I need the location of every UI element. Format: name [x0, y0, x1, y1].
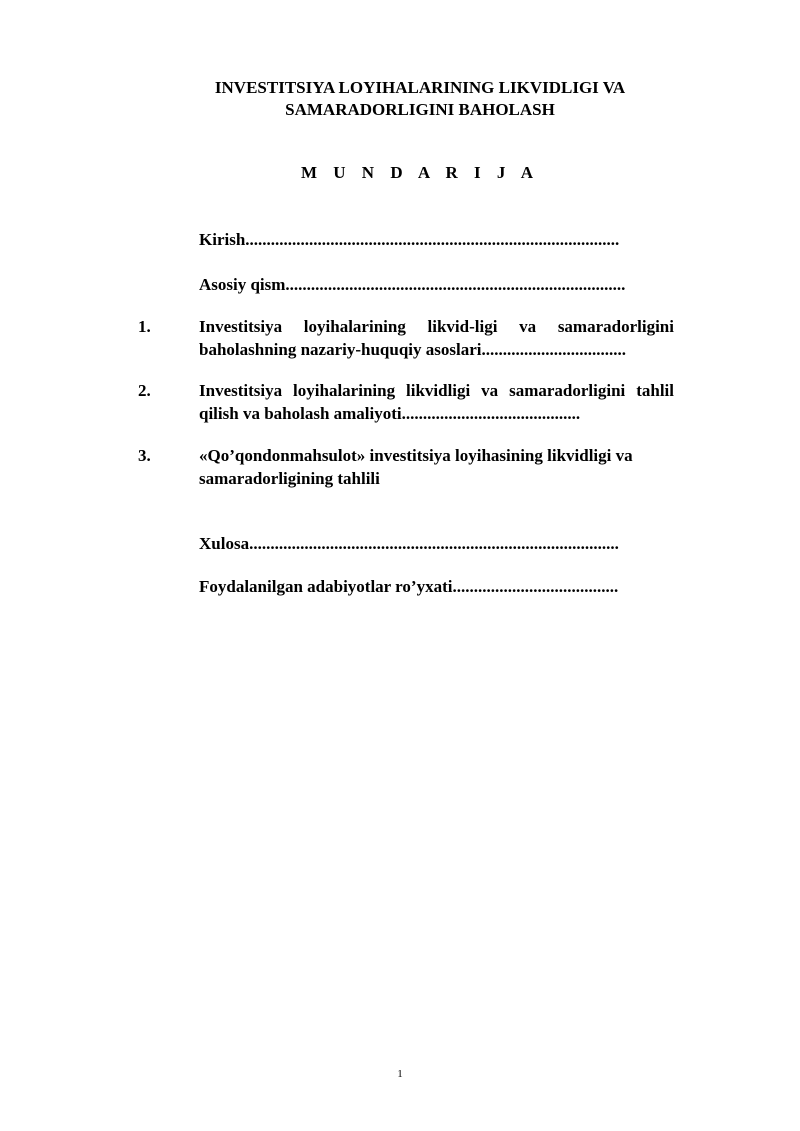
page-number: 1: [397, 1068, 403, 1080]
toc-entry-2-number: 2.: [138, 381, 151, 400]
toc-entry-asosiy-qism: Asosiy qism................................................................................: [199, 275, 626, 294]
toc-entry-1-number: 1.: [138, 317, 151, 336]
document-title-line-2: SAMARADORLIGINI BAHOLASH: [285, 100, 555, 119]
toc-heading: M U N D A R I J A: [300, 163, 539, 182]
document-title-line-1: INVESTITSIYA LOYIHALARINING LIKVIDLIGI VA: [214, 78, 626, 97]
toc-entry-adabiyotlar: Foydalanilgan adabiyotlar ro’yxati.......................................: [199, 577, 619, 596]
toc-entry-kirish: Kirish........................................................................................: [199, 230, 620, 249]
document-title: [150, 77, 690, 121]
toc-entry-3-text: «Qo’qondonmahsulot» investitsiya loyihasining likvidligi va samaradorligining tahlili: [199, 446, 633, 488]
toc-entry-3-number: 3.: [138, 446, 151, 465]
toc-entry-2-text: Investitsiya loyihalarining likvidligi va samaradorligini tahlil qilish va baholash amaliyoti..........................................: [199, 381, 674, 423]
toc-entry-1-text: Investitsiya loyihalarining likvid-ligi va samaradorligini baholashning nazariy-huquqiy asoslari..................................: [199, 317, 674, 359]
toc-entry-xulosa: Xulosa.......................................................................................: [199, 534, 619, 553]
